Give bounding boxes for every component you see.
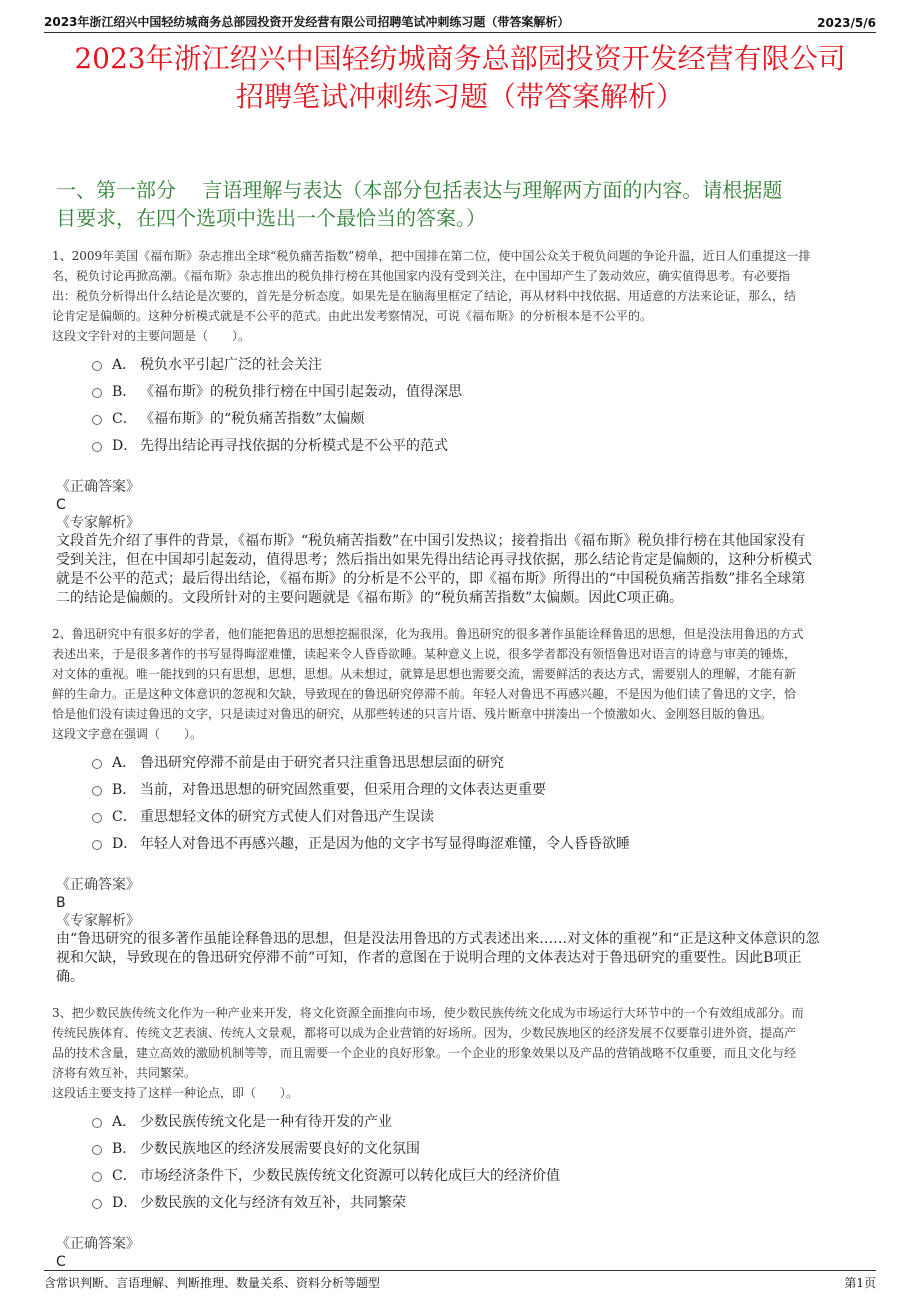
radio-icon[interactable] [92,813,102,823]
stem-line: 名，税负讨论再掀高潮。《福布斯》杂志推出的税负排行榜在其他国家内没有受到关注，在中国却产生了轰动效应，确实值得思考。有必要指 [52,269,791,283]
option-text: 重思想轻文体的研究方式使人们对鲁迅产生误读 [140,808,434,825]
radio-icon[interactable] [92,442,102,452]
option-b[interactable] [92,1134,870,1161]
option-text: 《福布斯》的“税负痛苦指数”太偏颇 [140,410,365,427]
option-text: 市场经济条件下，少数民族传统文化资源可以转化成巨大的经济价值 [140,1167,560,1184]
footer-note: 含常识判断、言语理解、判断推理、数量关系、资料分析等题型 [44,1276,381,1290]
radio-icon[interactable] [92,1199,102,1209]
option-a[interactable] [92,350,870,377]
option-letter: D． [112,437,138,454]
option-letter: B． [112,383,137,400]
explanation-text [56,930,862,987]
stem-line: 出：税负分析得出什么结论是次要的，首先是分析态度。如果先是在脑海里框定了结论，再从材料中找依据、用适意的方法来论证，那么，结 [52,289,797,303]
stem-line: 济将有效互补，共同繁荣。 [52,1066,197,1080]
explanation-label: 《专家解析》 [56,913,140,929]
section-heading-line-2: 目要求，在四个选项中选出一个最恰当的答案。） [56,206,486,230]
stem-line: 表述出来，于是很多著作的书写显得晦涩难懂，读起来令人昏昏欲睡。某种意义上说，很多学者都没有领悟鲁迅对语言的诗意与审美的锤炼， [52,647,797,661]
section-heading [56,176,864,232]
option-b[interactable] [92,775,870,802]
explanation-text [56,532,862,608]
option-text: 少数民族的文化与经济有效互补，共同繁荣 [140,1194,406,1211]
explanation-line: 由“鲁迅研究的很多著作虽能诠释鲁迅的思想，但是没法用鲁迅的方式表述出来……对文体的重视”和“正是这种文体意识的忽 [56,931,820,947]
question-stem [52,1003,870,1103]
option-letter: C． [112,410,137,427]
option-letter: C． [112,1167,137,1184]
radio-icon[interactable] [92,1172,102,1182]
question-3 [52,1003,870,1271]
radio-icon[interactable] [92,1118,102,1128]
question-stem [52,624,870,744]
option-text: 税负水平引起广泛的社会关注 [140,356,322,373]
option-d[interactable] [92,431,870,458]
option-letter: A． [112,754,137,771]
stem-line: 这段文字意在强调（ ）。 [52,727,203,741]
option-c[interactable] [92,1161,870,1188]
option-letter: B． [112,1140,137,1157]
answer-block [56,478,870,608]
option-text: 鲁迅研究停滞不前是由于研究者只注重鲁迅思想层面的研究 [140,754,504,771]
option-list [92,1107,870,1215]
document-title-line-1: 2023年浙江绍兴中国轻纺城商务总部园投资开发经营有限公司 [74,42,846,75]
option-text: 先得出结论再寻找依据的分析模式是不公平的范式 [140,437,448,454]
header-date: 2023/5/6 [817,16,876,30]
stem-line: 论肯定是偏颇的。这种分析模式就是不公平的范式。由此出发考察情况，可说《福布斯》的分析根本是不公平的。 [52,309,653,323]
document-title-line-2: 招聘笔试冲刺练习题（带答案解析） [235,80,684,113]
option-text: 当前，对鲁迅思想的研究固然重要，但采用合理的文体表达更重要 [140,781,546,798]
stem-line: 品的技术含量，建立高效的激励机制等等，而且需要一个企业的良好形象。一个企业的形象效果以及产品的营销战略不仅重要，而且文化与经 [52,1046,797,1060]
stem-line: 恰是他们没有读过鲁迅的文字，只是读过对鲁迅的研究，从那些转述的只言片语、残片断章中拼凑出一个愤激如火、金刚怒目版的鲁迅。 [52,707,773,721]
stem-line: 1、2009年美国《福布斯》杂志推出全球“税负痛苦指数”榜单，把中国排在第二位，使中国公众关于税负问题的争论升温，近日人们重提这一排 [52,249,811,263]
section-heading-line-1: 一、第一部分 言语理解与表达（本部分包括表达与理解两方面的内容。请根据题 [56,178,783,202]
option-letter: B． [112,781,137,798]
page-header [44,10,876,33]
explanation-label: 《专家解析》 [56,515,140,531]
option-letter: D． [112,1194,138,1211]
radio-icon[interactable] [92,840,102,850]
radio-icon[interactable] [92,415,102,425]
question-1 [52,246,870,608]
page-footer [44,1270,876,1291]
answer-value: C [56,1254,66,1270]
option-a[interactable] [92,1107,870,1134]
radio-icon[interactable] [92,1145,102,1155]
radio-icon[interactable] [92,388,102,398]
option-d[interactable] [92,829,870,856]
document-title [0,40,920,116]
question-stem [52,246,870,346]
question-list [52,246,870,1287]
page-number: 第1页 [844,1276,876,1290]
option-text: 《福布斯》的税负排行榜在中国引起轰动，值得深思 [140,383,462,400]
option-text: 年轻人对鲁迅不再感兴趣，正是因为他的文字书写显得晦涩难懂，令人昏昏欲睡 [140,835,630,852]
stem-line: 这段话主要支持了这样一种论点，即（ ）。 [52,1086,299,1100]
stem-line: 传统民族体育、传统文艺表演、传统人文景观，都将可以成为企业营销的好场所。因为，少数民族地区的经济发展不仅要靠引进外资，提高产 [52,1026,797,1040]
explanation-line: 文段首先介绍了事件的背景，《福布斯》“税负痛苦指数”在中国引发热议；接着指出《福布斯》税负排行榜在其他国家没有 [56,533,806,549]
answer-label: 《正确答案》 [56,479,140,495]
option-letter: D． [112,835,138,852]
option-letter: A． [112,356,137,373]
option-b[interactable] [92,377,870,404]
option-text: 少数民族传统文化是一种有待开发的产业 [140,1113,392,1130]
explanation-line: 就是不公平的范式；最后得出结论，《福布斯》的分析是不公平的，即《福布斯》所得出的“中国税负痛苦指数”排名全球第 [56,571,806,587]
radio-icon[interactable] [92,759,102,769]
option-d[interactable] [92,1188,870,1215]
answer-value: B [56,895,66,911]
radio-icon[interactable] [92,786,102,796]
option-list [92,748,870,856]
stem-line: 3、把少数民族传统文化作为一种产业来开发，将文化资源全面推向市场，使少数民族传统文化成为市场运行大环节中的一个有效组成部分。而 [52,1006,804,1020]
explanation-line: 二的结论是偏颇的。文段所针对的主要问题就是《福布斯》的“税负痛苦指数”太偏颇。因此C项正确。 [56,590,684,606]
answer-block [56,1235,870,1271]
option-letter: A． [112,1113,137,1130]
question-2 [52,624,870,987]
answer-label: 《正确答案》 [56,877,140,893]
explanation-line: 确。 [56,969,84,985]
explanation-line: 受到关注，但在中国却引起轰动，值得思考；然后指出如果先得出结论再寻找依据，那么结论肯定是偏颇的，这种分析模式 [56,552,812,568]
option-a[interactable] [92,748,870,775]
header-doc-title: 2023年浙江绍兴中国轻纺城商务总部园投资开发经营有限公司招聘笔试冲刺练习题（带答案解析） [44,15,570,29]
explanation-line: 视和欠缺，导致现在的鲁迅研究停滞不前”可知，作者的意图在于说明合理的文体表达对于鲁迅研究的重要性。因此B项正 [56,950,802,966]
stem-line: 2、鲁迅研究中有很多好的学者，他们能把鲁迅的思想挖掘很深，化为我用。鲁迅研究的很多著作虽能诠释鲁迅的思想，但是没法用鲁迅的方式 [52,627,804,641]
option-letter: C． [112,808,137,825]
option-c[interactable] [92,802,870,829]
radio-icon[interactable] [92,361,102,371]
answer-label: 《正确答案》 [56,1236,140,1252]
option-text: 少数民族地区的经济发展需要良好的文化氛围 [140,1140,420,1157]
stem-line: 鲜的生命力。正是这种文体意识的忽视和欠缺，导致现在的鲁迅研究停滞不前。年轻人对鲁迅不再感兴趣，不是因为他们读了鲁迅的文字，恰 [52,687,797,701]
option-c[interactable] [92,404,870,431]
answer-value: C [56,497,66,513]
stem-line: 这段文字针对的主要问题是（ ）。 [52,329,251,343]
stem-line: 对文体的重视。唯一能找到的只有思想，思想，思想。从未想过，就算是思想也需要交流，需要鲜活的表达方式，需要别人的理解，才能有新 [52,667,797,681]
option-list [92,350,870,458]
answer-block [56,876,870,987]
